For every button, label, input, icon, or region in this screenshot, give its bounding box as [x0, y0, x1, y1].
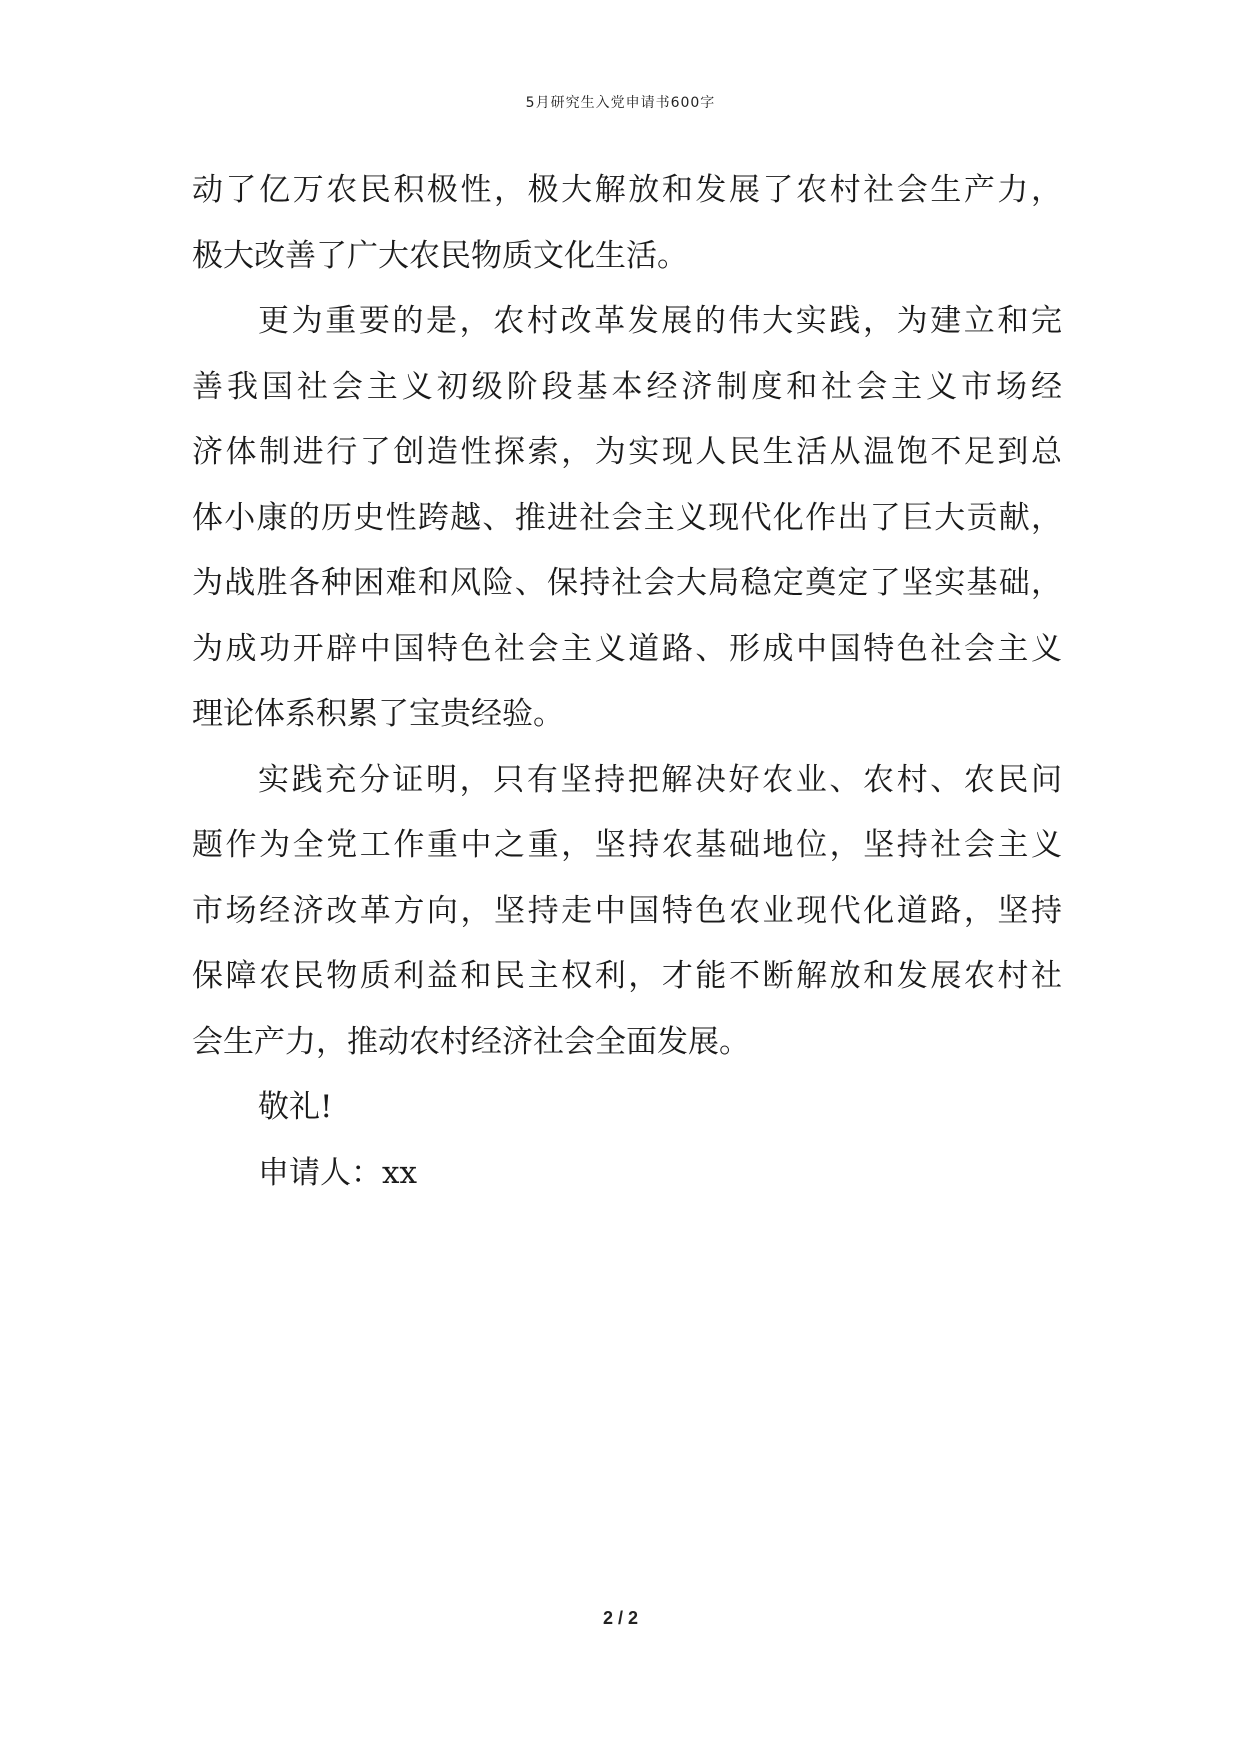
- paragraph-1-line-2: 极大改善了广大农民物质文化生活。: [192, 237, 688, 274]
- paragraph-3-line-5: 会生产力，推动农村经济社会全面发展。: [192, 1023, 750, 1060]
- paragraph-3-line-4: 保障农民物质利益和民主权利，才能不断解放和发展农村社: [192, 958, 1062, 994]
- paragraph-2-line-2: 善我国社会主义初级阶段基本经济制度和社会主义市场经: [192, 368, 1062, 405]
- applicant-signature: 申请人：xx: [258, 1154, 417, 1191]
- paragraph-3-line-2: 题作为全党工作重中之重，坚持农基础地位，坚持社会主义: [192, 827, 1062, 863]
- paragraph-2-line-3: 济体制进行了创造性探索，为实现人民生活从温饱不足到总: [192, 434, 1062, 470]
- page-header: 5月研究生入党申请书600字: [525, 95, 716, 111]
- paragraph-1-line-1: 动了亿万农民积极性，极大解放和发展了农村社会生产力，: [192, 172, 1062, 208]
- paragraph-2-line-5: 为战胜各种困难和风险、保持社会大局稳定奠定了坚实基础，: [192, 565, 1062, 601]
- salutation: 敬礼!: [258, 1089, 333, 1125]
- paragraph-3-line-1: 实践充分证明，只有坚持把解决好农业、农村、农民问: [258, 761, 1062, 798]
- document-body: [192, 158, 1062, 1206]
- paragraph-2-line-6: 为成功开辟中国特色社会主义道路、形成中国特色社会主义: [192, 630, 1062, 667]
- paragraph-2-line-1: 更为重要的是，农村改革发展的伟大实践，为建立和完: [258, 303, 1062, 339]
- page-number: 2 / 2: [602, 1608, 639, 1628]
- paragraph-2-line-7: 理论体系积累了宝贵经验。: [192, 696, 564, 732]
- paragraph-2-line-4: 体小康的历史性跨越、推进社会主义现代化作出了巨大贡献，: [192, 499, 1062, 536]
- paragraph-3-line-3: 市场经济改革方向，坚持走中国特色农业现代化道路，坚持: [192, 892, 1062, 929]
